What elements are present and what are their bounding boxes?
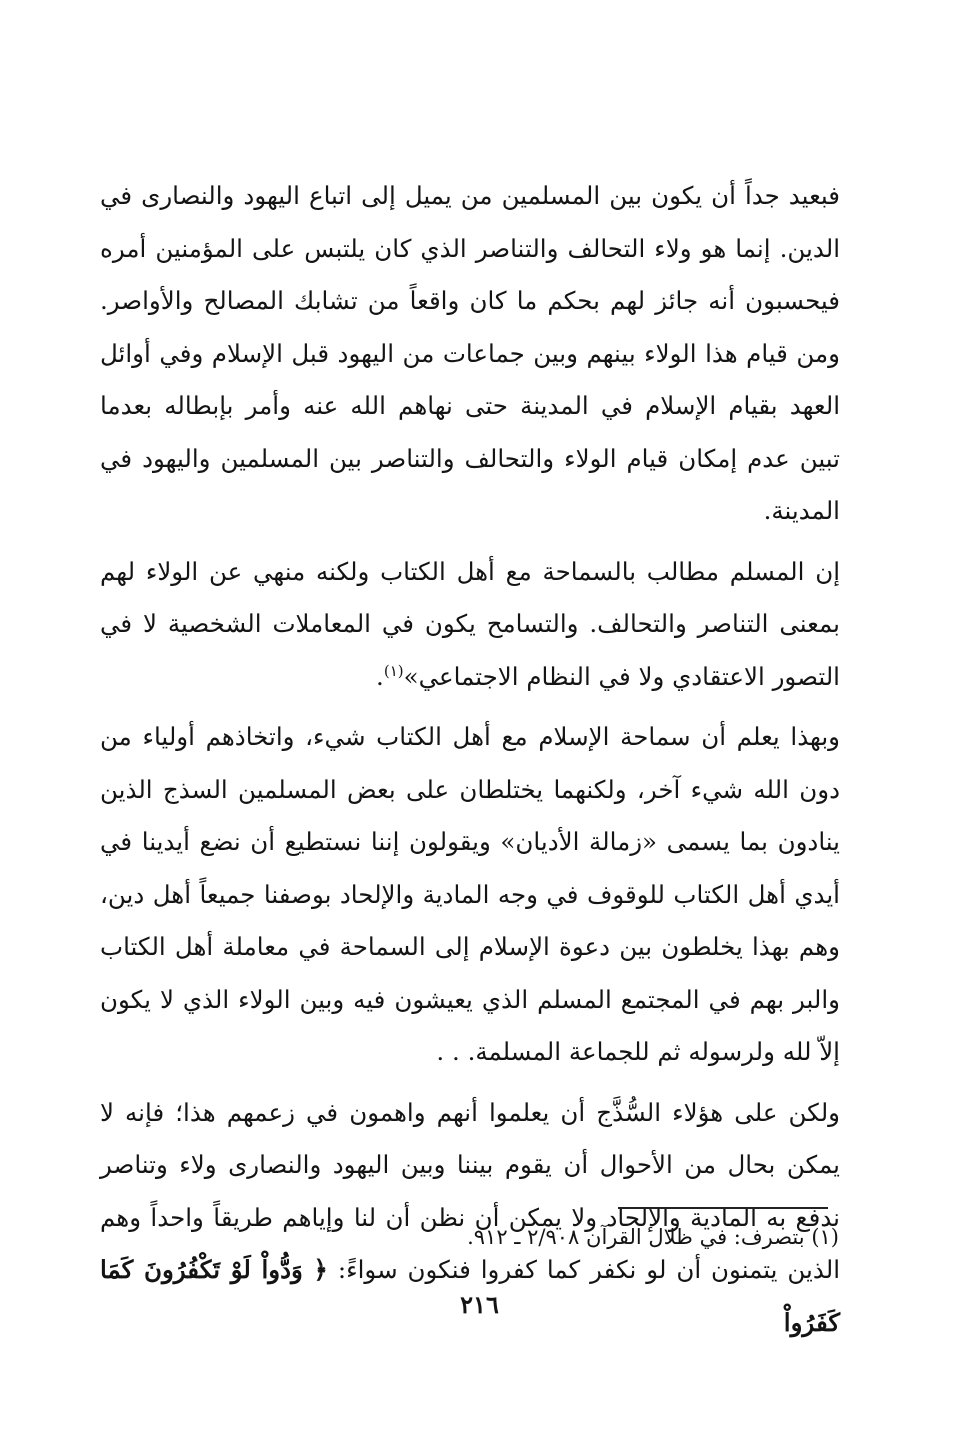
paragraph-1: فبعيد جداً أن يكون بين المسلمين من يميل إلى اتباع اليهود والنصارى في الدين. إنما هو ولاء التحالف والتناصر الذي كان يلتبس على المؤمنين أمره فيحسبون أنه جائز لهم بحكم ما كان واقعاً من تشابك المصالح والأواصر. ومن قيام هذا الولاء بينهم وبين جماعات من اليهود قبل الإسلام وفي أوائل العهد بقيام الإسلام في المدينة حتى نهاهم الله عنه وأمر بإبطاله بعدما تبين عدم إمكان قيام الولاء والتحالف والتناصر بين المسلمين واليهود في المدينة. (100, 181, 840, 525)
paragraph-2-end: . (376, 661, 384, 691)
paragraph-3: وبهذا يعلم أن سماحة الإسلام مع أهل الكتاب شيء، واتخاذهم أولياء من دون الله شيء آخر، ولكنهما يختلطان على بعض المسلمين السذج الذين ينادون بما يسمى «زمالة الأديان» ويقولون إننا نستطيع أن نضع أيدينا في أيدي أهل الكتاب للوقوف في وجه المادية والإلحاد بوصفنا جميعاً أهل دين، وهم بهذا يخلطون بين دعوة الإسلام إلى السماحة في معاملة أهل الكتاب والبر بهم في المجتمع المسلم الذي يعيشون فيه وبين الولاء الذي لا يكون إلاّ لله ولرسوله ثم للجماعة المسلمة. . . (100, 722, 840, 1066)
quran-quote: ﴿ وَدُّواْ لَوْ تَكْفُرُونَ كَمَا كَفَرُواْ (100, 1255, 840, 1337)
footnote-reference: (١) (383, 661, 404, 680)
paragraph-2 (100, 546, 840, 704)
footnote-divider (618, 1207, 828, 1209)
paragraph-4-text: ولكن على هؤلاء السُّذَّج أن يعلموا أنهم واهمون في زعمهم هذا؛ فإنه لا يمكن بحال من الأحوال أن يقوم بيننا وبين اليهود والنصارى ولاء وتناصر ندفع به المادية والإلحاد ولا يمكن أن نظن أن لنا وإياهم طريقاً واحداً وهم الذين يتمنون أن لو نكفر كما كفروا فنكون سواءً: (100, 1097, 840, 1284)
page-body (100, 170, 840, 1349)
footnote (467, 1222, 839, 1252)
paragraph-2-text: إن المسلم مطالب بالسماحة مع أهل الكتاب ولكنه منهي عن الولاء لهم بمعنى التناصر والتحالف. والتسامح يكون في المعاملات الشخصية لا في التصور الاعتقادي ولا في النظام الاجتماعي» (100, 556, 840, 691)
footnote-marker: (١) (811, 1225, 839, 1249)
footnote-text: بتصرف: في ظلال القرآن ٢/٩٠٨ ـ ٩١٢. (467, 1225, 805, 1249)
page-number: ٢١٦ (460, 1290, 499, 1319)
